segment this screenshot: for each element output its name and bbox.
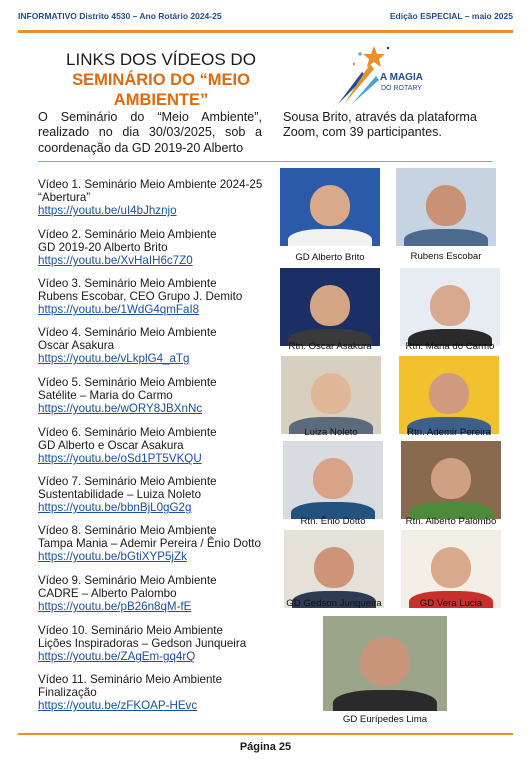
video-link[interactable]: https://youtu.be/pB26n8qM-fE bbox=[38, 600, 192, 614]
newsletter-title: INFORMATIVO Distrito 4530 – Ano Rotário 2024-25 bbox=[18, 11, 222, 21]
video-item bbox=[38, 228, 288, 268]
video-link[interactable]: https://youtu.be/vLkplG4_aTg bbox=[38, 352, 190, 366]
video-subtitle: Sustentabilidade – Luiza Noleto bbox=[38, 488, 202, 502]
footer-divider bbox=[18, 733, 513, 735]
participant-photo bbox=[280, 168, 380, 246]
video-title: Vídeo 10. Seminário Meio Ambiente bbox=[38, 624, 223, 637]
participant-photo bbox=[400, 268, 500, 346]
video-item bbox=[38, 326, 288, 366]
photo-caption: Rtn. Maria do Carmo bbox=[405, 341, 495, 352]
participant-photo bbox=[401, 530, 501, 608]
video-title: Vídeo 4. Seminário Meio Ambiente bbox=[38, 326, 217, 339]
title-line-3: AMBIENTE” bbox=[113, 91, 209, 109]
video-item bbox=[38, 178, 288, 218]
title-line-1: LINKS DOS VÍDEOS DO bbox=[66, 50, 256, 69]
section-divider bbox=[38, 161, 492, 162]
photo-caption: Rtn. Oscar Asakura bbox=[288, 341, 372, 352]
photo-caption: GD Vera Lucia bbox=[419, 598, 483, 609]
header-divider bbox=[18, 30, 513, 33]
video-item bbox=[38, 673, 288, 713]
video-title: Vídeo 7. Seminário Meio Ambiente bbox=[38, 475, 217, 488]
participant-photo bbox=[281, 356, 381, 434]
photo-caption: GD Eurípedes Lima bbox=[342, 714, 428, 725]
video-item bbox=[38, 277, 288, 317]
intro-text-col2: Sousa Brito, através da plataforma Zoom, com 39 participantes. bbox=[283, 110, 477, 140]
participant-photo bbox=[283, 441, 383, 519]
intro-text-col1: O Seminário do “Meio Ambiente”, realizado no dia 30/03/2025, sob a coordenação da GD 2019-20 Alberto bbox=[38, 110, 262, 155]
participant-photo bbox=[280, 268, 380, 346]
video-link[interactable]: https://youtu.be/XvHaIH6c7Z0 bbox=[38, 254, 193, 268]
logo-text-2: DO ROTARY bbox=[381, 85, 422, 92]
photo-caption: GD Gedson Junqueira bbox=[286, 598, 382, 609]
video-link[interactable]: https://youtu.be/uI4bJhznjo bbox=[38, 204, 177, 218]
video-link[interactable]: https://youtu.be/bGtiXYP5jZk bbox=[38, 550, 187, 564]
video-title: Vídeo 11. Seminário Meio Ambiente bbox=[38, 673, 223, 686]
video-subtitle: GD Alberto e Oscar Asakura bbox=[38, 439, 184, 453]
video-subtitle: Oscar Asakura bbox=[38, 339, 115, 353]
video-subtitle: Rubens Escobar, CEO Grupo J. Demito bbox=[38, 290, 243, 304]
video-item bbox=[38, 426, 288, 466]
video-title: Vídeo 8. Seminário Meio Ambiente bbox=[38, 524, 217, 537]
participant-photo bbox=[396, 168, 496, 246]
video-subtitle: Finalização bbox=[38, 686, 97, 700]
video-link[interactable]: https://youtu.be/1WdG4qmFaI8 bbox=[38, 303, 200, 317]
participant-photo bbox=[323, 616, 447, 711]
photo-caption: Rtn. Ademir Pereira bbox=[407, 427, 491, 438]
video-link[interactable]: https://youtu.be/ZAgEm-gq4rQ bbox=[38, 650, 196, 664]
video-item bbox=[38, 475, 288, 515]
photo-caption: Luiza Noleto bbox=[304, 427, 358, 438]
video-title: Vídeo 9. Seminário Meio Ambiente bbox=[38, 574, 217, 587]
photo-caption: Rubens Escobar bbox=[410, 251, 482, 262]
logo-text-1: A MAGIA bbox=[380, 72, 423, 83]
title-line-2: SEMINÁRIO DO “MEIO bbox=[72, 71, 250, 89]
video-link[interactable]: https://youtu.be/zFKOAP-HEvc bbox=[38, 699, 198, 713]
participant-photo bbox=[399, 356, 499, 434]
video-item bbox=[38, 624, 288, 664]
page-number: Página 25 bbox=[239, 741, 292, 753]
video-item bbox=[38, 524, 288, 564]
video-subtitle: “Abertura” bbox=[38, 191, 91, 205]
video-link[interactable]: https://youtu.be/bbnBjL0gG2g bbox=[38, 501, 192, 515]
participant-photo bbox=[401, 441, 501, 519]
edition-label: Edição ESPECIAL – maio 2025 bbox=[389, 11, 513, 21]
video-title: Vídeo 3. Seminário Meio Ambiente bbox=[38, 277, 217, 290]
photo-caption: Rtn. Alberto Palombo bbox=[405, 516, 497, 527]
participant-photo bbox=[284, 530, 384, 608]
video-title: Vídeo 6. Seminário Meio Ambiente bbox=[38, 426, 217, 439]
video-title: Vídeo 5. Seminário Meio Ambiente bbox=[38, 376, 217, 389]
video-item bbox=[38, 376, 288, 416]
video-item bbox=[38, 574, 288, 614]
video-title: Vídeo 2. Seminário Meio Ambiente bbox=[38, 228, 217, 241]
video-subtitle: Satélite – Maria do Carmo bbox=[38, 389, 173, 403]
video-subtitle: CADRE – Alberto Palombo bbox=[38, 587, 177, 601]
video-link[interactable]: https://youtu.be/wORY8JBXnNc bbox=[38, 402, 203, 416]
video-subtitle: Tampa Mania – Ademir Pereira / Ênio Dotto bbox=[38, 537, 261, 551]
video-link[interactable]: https://youtu.be/oSd1PT5VKQU bbox=[38, 452, 202, 466]
newsletter-header bbox=[18, 6, 513, 26]
video-subtitle: Lições Inspiradoras – Gedson Junqueira bbox=[38, 637, 247, 651]
page-title bbox=[30, 50, 292, 110]
photo-caption: Rtn. Ênio Dotto bbox=[300, 516, 366, 527]
video-subtitle: GD 2019-20 Alberto Brito bbox=[38, 241, 168, 255]
video-title: Vídeo 1. Seminário Meio Ambiente 2024-25 bbox=[38, 178, 263, 191]
magia-do-rotary-logo bbox=[330, 42, 430, 108]
photo-caption: GD Alberto Brito bbox=[295, 252, 365, 263]
